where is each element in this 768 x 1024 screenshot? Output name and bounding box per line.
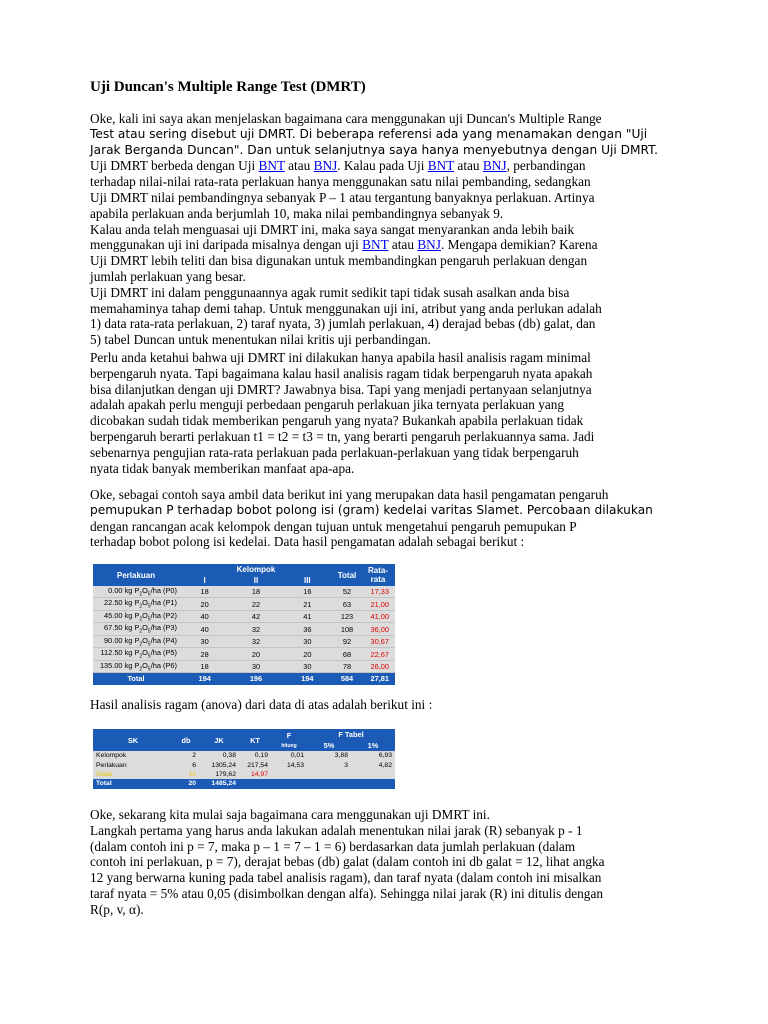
cell-value: 41 (282, 610, 333, 622)
text-line: menggunakan uji ini daripada misalnya dengan uji BNT atau BNJ. Mengapa demikian? Karena (90, 237, 598, 253)
cell-value: 32 (230, 623, 281, 635)
treatment-label: 112.50 kg $P_2O_5/ha$ (P5) (93, 648, 179, 660)
treatment-label: 0.00 kg $P_2O_5/ha$ (P0) (93, 586, 179, 598)
bnj-link[interactable]: BNJ (482, 158, 507, 174)
cell-total: 52 (333, 586, 361, 598)
table-row (93, 586, 395, 598)
text-line: contoh ini perlakuan, p = 7), derajat bebas (db) galat (dalam contoh ini db galat = 12, lihat angka (90, 854, 605, 870)
page-title: Uji Duncan's Multiple Range Test (DMRT) (90, 79, 366, 95)
text-line: Kalau anda telah menguasai uji DMRT ini, maka saya sangat menyarankan anda lebih baik (90, 221, 575, 237)
cell-total: 63 (333, 598, 361, 610)
table-row (93, 751, 395, 760)
cell-value: 28 (179, 648, 230, 660)
text-line: Jarak Berganda Duncan". Dan untuk selanjutnya saya hanya menyebutnya dengan Uji DMRT. (90, 142, 658, 157)
header-kt: KT (239, 729, 271, 751)
header-f-hitung: F hitung (271, 729, 307, 751)
text-line: terhadap bobot polong isi kedelai. Data hasil pengamatan adalah sebagai berikut : (90, 534, 525, 550)
total-label: Total (93, 673, 179, 685)
text-line: terhadap nilai-nilai rata-rata perlakuan hanya menggunakan satu nilai pembanding, sedangkan (90, 174, 591, 190)
cell-value: 22 (230, 598, 281, 610)
cell-mean: 36,00 (361, 623, 395, 635)
cell-value: 194 (282, 673, 333, 685)
table-row (93, 623, 395, 635)
cell-mean: 41,00 (361, 610, 395, 622)
header-5-percent: 5% (307, 740, 351, 751)
cell-value: 36 (282, 623, 333, 635)
text-line: Uji DMRT ini dalam penggunaannya agak rumit sedikit tapi tidak susah asalkan anda bisa (90, 284, 570, 300)
table-row (93, 760, 395, 769)
cell-total: 123 (333, 610, 361, 622)
cell-total: 92 (333, 635, 361, 647)
bnt-link[interactable]: BNT (362, 237, 389, 253)
cell-jk: 1485,24 (199, 779, 239, 788)
cell-f-5: 3,88 (307, 751, 351, 760)
header-perlakuan: Perlakuan (93, 564, 179, 586)
cell-total: 68 (333, 648, 361, 660)
cell-value: 30 (230, 660, 281, 672)
source-label: Perlakuan (93, 760, 173, 769)
cell-value: 16 (282, 586, 333, 598)
cell-value: 20 (230, 648, 281, 660)
cell-mean: 21,00 (361, 598, 395, 610)
cell-value: 30 (282, 635, 333, 647)
table-row (93, 635, 395, 647)
header-kelompok-2: II (230, 575, 281, 586)
cell-value: 18 (179, 660, 230, 672)
text-line: 12 yang berwarna kuning pada tabel analisis ragam), dan taraf nyata (dalam contoh ini misalkan (90, 870, 602, 886)
text-line: 5) tabel Duncan untuk menentukan nilai kritis uji perbandingan. (90, 332, 431, 348)
header-jk: JK (199, 729, 239, 751)
treatment-label: 135.00 kg $P_2O_5/ha$ (P6) (93, 660, 179, 672)
cell-f-hitung (271, 770, 307, 779)
cell-kt: 0,19 (239, 751, 271, 760)
text-line: Langkah pertama yang harus anda lakukan adalah menentukan nilai jarak (R) sebanyak p - 1 (90, 822, 583, 838)
cell-value: 30 (179, 635, 230, 647)
cell-f-hitung: 0,01 (271, 751, 307, 760)
text-line: Oke, sebagai contoh saya ambil data berikut ini yang merupakan data hasil pengamatan pengaruh (90, 487, 609, 502)
treatment-label: 90.00 kg $P_2O_5/ha$ (P4) (93, 635, 179, 647)
text-line: sebenarnya pengujian rata-rata perlakuan pada perlakuan-perlakuan yang tidak berpengaruh (90, 444, 579, 460)
bnj-link[interactable]: BNJ (313, 158, 338, 174)
cell-jk: 179,62 (199, 770, 239, 779)
cell-mean: 26,00 (361, 660, 395, 672)
table-row (93, 598, 395, 610)
source-label: Total (93, 779, 173, 788)
cell-value: 20 (282, 648, 333, 660)
text-line: Test atau sering disebut uji DMRT. Di beberapa referensi ada yang menamakan dengan "Uji (90, 126, 648, 141)
table-total-row (93, 673, 395, 685)
header-kelompok-3: III (282, 575, 333, 586)
bnt-link[interactable]: BNT (258, 158, 285, 174)
cell-db: 20 (173, 779, 199, 788)
cell-kt: 217,54 (239, 760, 271, 769)
text-line: 1) data rata-rata perlakuan, 2) taraf nyata, 3) jumlah perlakuan, 4) derajad bebas (db) galat, dan (90, 316, 596, 332)
paragraph-example (90, 487, 690, 550)
header-kelompok: Kelompok (179, 564, 333, 575)
header-1-percent: 1% (351, 740, 395, 751)
cell-kt: 14,97 (239, 770, 271, 779)
cell-value: 196 (230, 673, 281, 685)
cell-f-1 (351, 770, 395, 779)
cell-db: 2 (173, 751, 199, 760)
paragraph-intro (90, 111, 690, 348)
paragraph-anova-intro (90, 697, 690, 713)
text-line: Uji DMRT lebih teliti dan bisa digunakan untuk membandingkan pengaruh perlakuan dengan (90, 253, 588, 269)
cell-value: 20 (179, 598, 230, 610)
text-line: Uji DMRT nilai pembandingnya sebanyak P – 1 atau tergantung banyaknya perlakuan. Artinya (90, 189, 595, 205)
text-line: dicobakan sudah tidak memberikan pengaruh yang nyata? Bukankah apabila perlakuan tidak (90, 413, 584, 429)
table-row (93, 610, 395, 622)
header-sk: SK (93, 729, 173, 751)
cell-mean: 22,67 (361, 648, 395, 660)
text-line: berpengaruh nyata. Tapi bagaimana kalau hasil analisis ragam tidak berpengaruh nyata apakah (90, 365, 593, 381)
cell-db: 12 (173, 770, 199, 779)
text-line: dengan rancangan acak kelompok dengan tujuan untuk mengetahui pengaruh pemupukan P (90, 518, 577, 534)
cell-total: 584 (333, 673, 361, 685)
cell-db: 6 (173, 760, 199, 769)
cell-value: 42 (230, 610, 281, 622)
text-line: berpengaruh berarti perlakuan t1 = t2 = t3 = tn, yang berarti pengaruh perlakuannya sama. Jadi (90, 428, 595, 444)
header-total: Total (333, 564, 361, 586)
cell-value: 18 (179, 586, 230, 598)
cell-total: 78 (333, 660, 361, 672)
header-kelompok-1: I (179, 575, 230, 586)
table-row (93, 648, 395, 660)
text-line: Uji DMRT berbeda dengan Uji BNT atau BNJ. Kalau pada Uji BNT atau BNJ, perbandingan (90, 158, 586, 174)
cell-f-5 (307, 770, 351, 779)
text-line: memahaminya tahap demi tahap. Untuk menggunakan uji ini, atribut yang anda perlukan adalah (90, 300, 602, 316)
cell-total: 108 (333, 623, 361, 635)
anova-table (93, 729, 395, 789)
text-line: taraf nyata = 5% atau 0,05 (disimbolkan dengan alfa). Sehingga nilai jarak (R) ini ditulis dengan (90, 885, 604, 901)
text-line: adalah apakah perlu menguji perbedaan pengaruh perlakuan jika ternyata perlakuan yang (90, 397, 565, 413)
treatment-label: 22.50 kg $P_2O_5/ha$ (P1) (93, 598, 179, 610)
cell-f-hitung: 14,53 (271, 760, 307, 769)
cell-jk: 0,38 (199, 751, 239, 760)
observation-data-table (93, 564, 395, 685)
text-line: Hasil analisis ragam (anova) dari data di atas adalah berikut ini : (90, 697, 433, 712)
bnj-link[interactable]: BNJ (417, 237, 441, 253)
cell-mean: 30,67 (361, 635, 395, 647)
paragraph-anova-note (90, 350, 690, 476)
text-line: jumlah perlakuan yang besar. (90, 268, 246, 284)
text-line: Oke, kali ini saya akan menjelaskan bagaimana cara menggunakan uji Duncan's Multiple Range (90, 111, 602, 126)
header-rata-rata: Rata-rata (361, 564, 395, 586)
source-label: Galat (93, 770, 173, 779)
cell-jk: 1305,24 (199, 760, 239, 769)
text-line: Perlu anda ketahui bahwa uji DMRT ini dilakukan hanya apabila hasil analisis ragam minimal (90, 350, 591, 365)
cell-mean: 27,81 (361, 673, 395, 685)
cell-value: 18 (230, 586, 281, 598)
treatment-label: 67.50 kg $P_2O_5/ha$ (P3) (93, 623, 179, 635)
text-line: nyata tidak banyak memberikan manfaat apa-apa. (90, 460, 355, 476)
cell-value: 40 (179, 610, 230, 622)
text-line: R(p, v, α). (90, 901, 144, 917)
cell-value: 40 (179, 623, 230, 635)
cell-value: 32 (230, 635, 281, 647)
table-row (93, 770, 395, 779)
cell-f-1: 4,82 (351, 760, 395, 769)
cell-f-5: 3 (307, 760, 351, 769)
paragraph-dmrt-steps (90, 807, 690, 918)
cell-value: 194 (179, 673, 230, 685)
treatment-label: 45.00 kg $P_2O_5/ha$ (P2) (93, 610, 179, 622)
header-db: db (173, 729, 199, 751)
text-line: (dalam contoh ini p = 7, maka p – 1 = 7 – 1 = 6) berdasarkan data jumlah perlakuan (dalam (90, 838, 576, 854)
text-line: apabila perlakuan anda berjumlah 10, maka nilai pembandingnya sebanyak 9. (90, 205, 504, 221)
bnt-link[interactable]: BNT (427, 158, 455, 174)
source-label: Kelompok (93, 751, 173, 760)
table-total-row (93, 779, 395, 788)
header-f-tabel: F Tabel (307, 729, 395, 740)
text-line: Oke, sekarang kita mulai saja bagaimana cara menggunakan uji DMRT ini. (90, 807, 490, 822)
cell-value: 30 (282, 660, 333, 672)
text-line: pemupukan P terhadap bobot polong isi (gram) kedelai varitas Slamet. Percobaan dilakukan (90, 502, 653, 517)
text-line: bisa dilanjutkan dengan uji DMRT? Jawabnya bisa. Tapi yang menjadi pertanyaan selanjutnya (90, 381, 592, 397)
cell-mean: 17,33 (361, 586, 395, 598)
cell-f-1: 6,93 (351, 751, 395, 760)
table-row (93, 660, 395, 672)
cell-value: 21 (282, 598, 333, 610)
